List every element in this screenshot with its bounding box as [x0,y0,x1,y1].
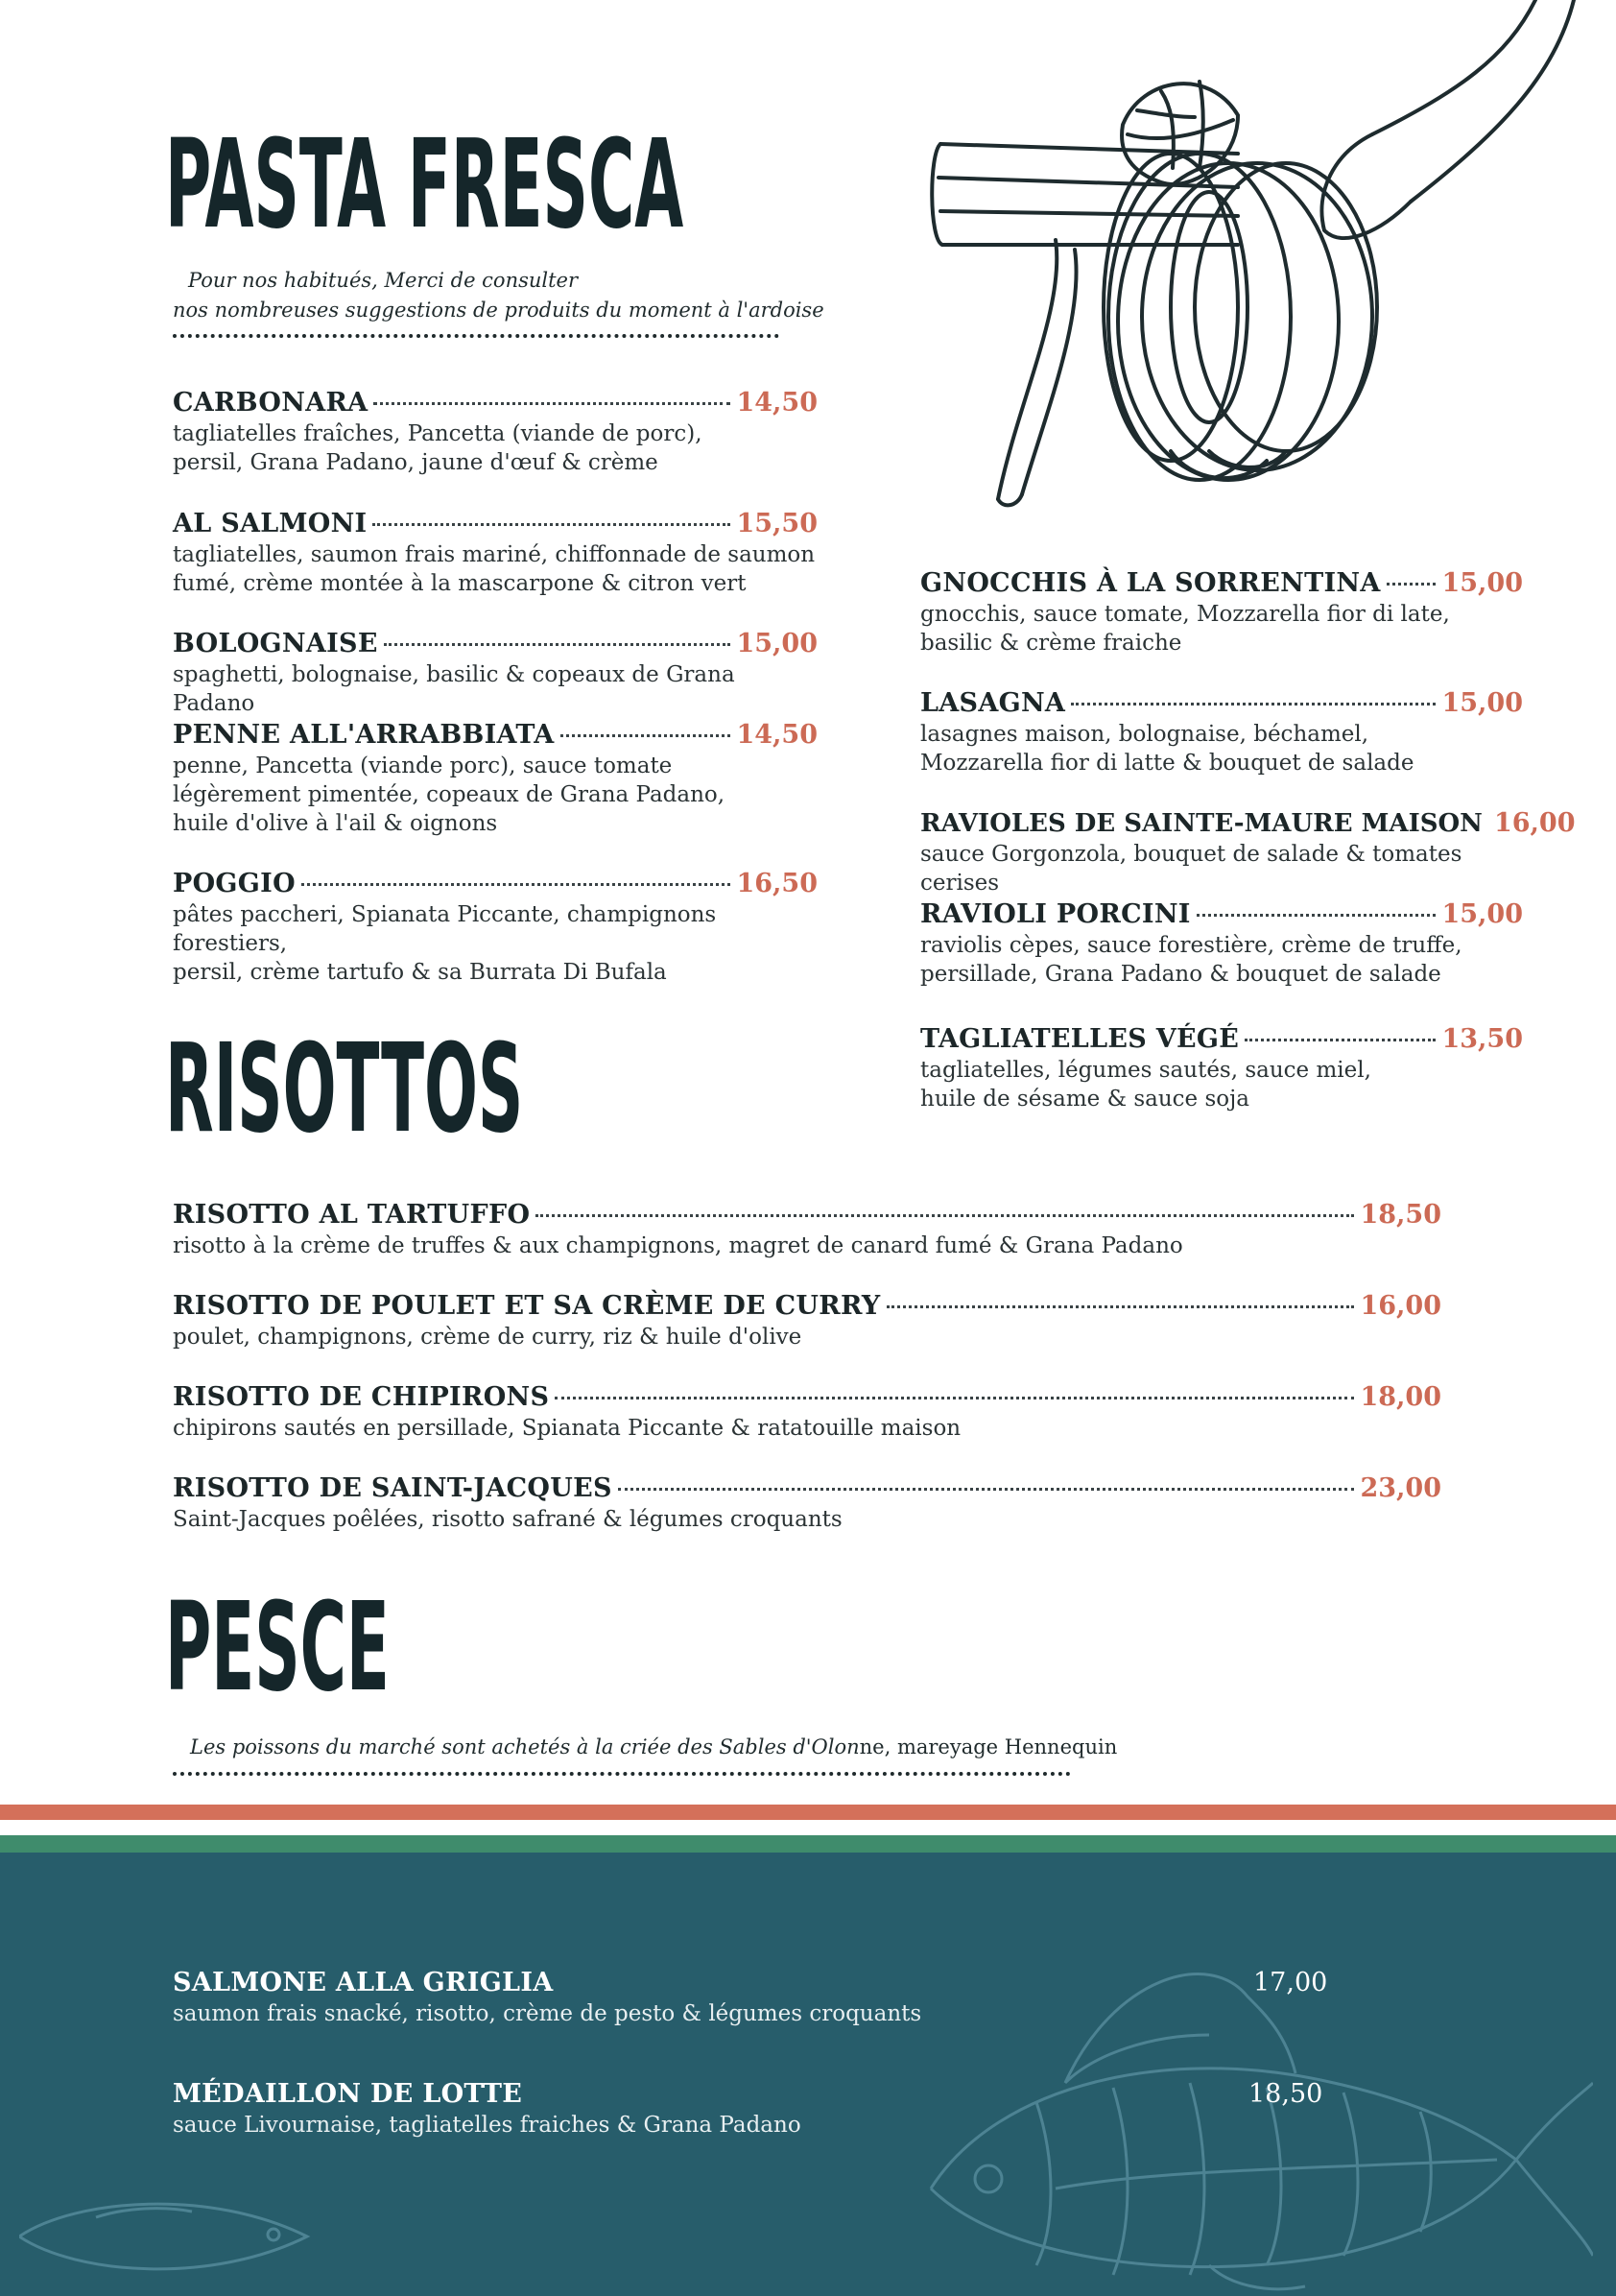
item-desc: gnocchis, sauce tomate, Mozzarella fior di late, basilic & crème fraiche [920,602,1450,656]
item-name: RISOTTO DE POULET ET SA CRÈME DE CURRY [173,1291,881,1321]
menu-item [920,568,1523,658]
pesce-intro [190,1733,1117,1762]
pesce-divider [173,1772,1071,1776]
item-price: 14,50 [736,720,818,750]
item-price: 15,00 [736,629,818,658]
menu-item [173,1200,1441,1260]
pesce-intro-italic: Les poissons du marché sont achetés à la criée des Sables d'Olon [190,1735,860,1758]
menu-item [920,808,1576,897]
item-price: 16,00 [1493,808,1576,838]
item-name: LASAGNA [920,688,1066,718]
dot-leader [1245,1039,1436,1041]
item-desc: pâtes paccheri, Spianata Piccante, champignons forestiers, persil, crème tartufo & sa Burrata Di Bufala [173,902,717,985]
item-desc: tagliatelles, saumon frais mariné, chiffonnade de saumon fumé, crème montée à la mascarpone & citron vert [173,542,816,596]
band-green [0,1835,1616,1853]
item-price: 15,00 [1441,688,1523,718]
item-name: TAGLIATELLES VÉGÉ [920,1024,1240,1054]
menu-item [173,1473,1441,1534]
item-name: RISOTTO AL TARTUFFO [173,1200,531,1230]
pesce-title: PESCE [165,1575,390,1719]
item-price: 15,50 [736,509,818,538]
item-name: GNOCCHIS À LA SORRENTINA [920,568,1381,598]
item-price: 16,50 [736,869,818,898]
menu-item [173,720,818,838]
item-price: 23,00 [1360,1473,1441,1503]
item-price: 18,50 [1360,1200,1441,1230]
item-desc: tagliatelles, légumes sautés, sauce miel, huile de sésame & sauce soja [920,1058,1371,1112]
item-name: RAVIOLES DE SAINTE-MAURE MAISON [920,809,1483,838]
item-desc: poulet, champignons, crème de curry, riz & huile d'olive [173,1325,802,1350]
menu-item [173,1968,921,2026]
menu-item [173,869,818,987]
dot-leader [555,1397,1354,1399]
pasta-intro-line2: nos nombreuses suggestions de produits du moment à l'ardoise [173,299,824,322]
item-price: 16,00 [1360,1291,1441,1321]
menu-item [173,1382,1441,1443]
menu-item [920,1024,1523,1113]
item-desc: Saint-Jacques poêlées, risotto safrané & légumes croquants [173,1507,843,1532]
pasta-intro-line1: Pour nos habitués, Merci de consulter [188,269,579,292]
item-name: RAVIOLI PORCINI [920,899,1191,929]
item-price: 15,00 [1441,568,1523,598]
dot-leader [1197,914,1437,917]
item-desc: spaghetti, bolognaise, basilic & copeaux de Grana Padano [173,662,735,716]
dot-leader [1071,703,1436,706]
item-name: PENNE ALL'ARRABBIATA [173,720,555,750]
item-desc: sauce Livournaise, tagliatelles fraiches & Grana Padano [173,2113,801,2138]
fish-icon [19,2179,326,2296]
band-red [0,1805,1616,1820]
item-desc: penne, Pancetta (viande porc), sauce tomate légèrement pimentée, copeaux de Grana Padano, huile d'olive à l'ail & oignons [173,753,725,836]
item-price: 13,50 [1441,1024,1523,1054]
item-name: RISOTTO DE SAINT-JACQUES [173,1473,612,1503]
pesce-panel [0,1853,1616,2296]
item-desc: saumon frais snacké, risotto, crème de pesto & légumes croquants [173,2001,922,2026]
pasta-divider [173,334,779,338]
item-price: 15,00 [1441,899,1523,929]
menu-item [173,2079,801,2138]
dot-leader [560,734,731,737]
item-desc: lasagnes maison, bolognaise, béchamel, Mozzarella fior di latte & bouquet de salade [920,722,1414,776]
item-name: SALMONE ALLA GRIGLIA [173,1968,554,1997]
menu-item [173,629,818,718]
risottos-title: RISOTTOS [165,1016,524,1160]
item-name: BOLOGNAISE [173,629,378,658]
item-price: 18,50 [1248,2079,1323,2109]
menu-item [173,509,818,598]
dot-leader [384,643,731,646]
item-name: CARBONARA [173,388,368,418]
menu-item [173,1291,1441,1351]
item-name: AL SALMONI [173,509,368,538]
item-name: POGGIO [173,869,296,898]
dot-leader [373,402,730,405]
item-desc: risotto à la crème de truffes & aux champignons, magret de canard fumé & Grana Padano [173,1233,1183,1258]
item-price: 18,00 [1360,1382,1441,1412]
dot-leader [887,1305,1355,1308]
item-name: RISOTTO DE CHIPIRONS [173,1382,550,1412]
item-desc: sauce Gorgonzola, bouquet de salade & tomates cerises [920,842,1462,896]
dot-leader [372,523,730,526]
pasta-intro [173,266,824,325]
item-price: 14,50 [736,388,818,418]
item-desc: raviolis cèpes, sauce forestière, crème de truffe, persillade, Grana Padano & bouquet de salade [920,933,1462,987]
fork-spaghetti-icon [921,0,1616,518]
dot-leader [1387,583,1437,586]
dot-leader [301,883,731,886]
item-desc: tagliatelles fraîches, Pancetta (viande de porc), persil, Grana Padano, jaune d'œuf & crème [173,421,702,475]
menu-item [173,388,818,477]
menu-item [920,899,1523,989]
dot-leader [535,1214,1354,1217]
item-desc: chipirons sautés en persillade, Spianata Piccante & ratatouille maison [173,1416,962,1441]
pesce-intro-regular: ne, mareyage Hennequin [859,1735,1118,1758]
item-name: MÉDAILLON DE LOTTE [173,2079,523,2109]
item-price: 17,00 [1253,1968,1328,1997]
pasta-title: PASTA FRESCA [165,112,684,256]
dot-leader [618,1488,1355,1491]
menu-item [920,688,1523,777]
